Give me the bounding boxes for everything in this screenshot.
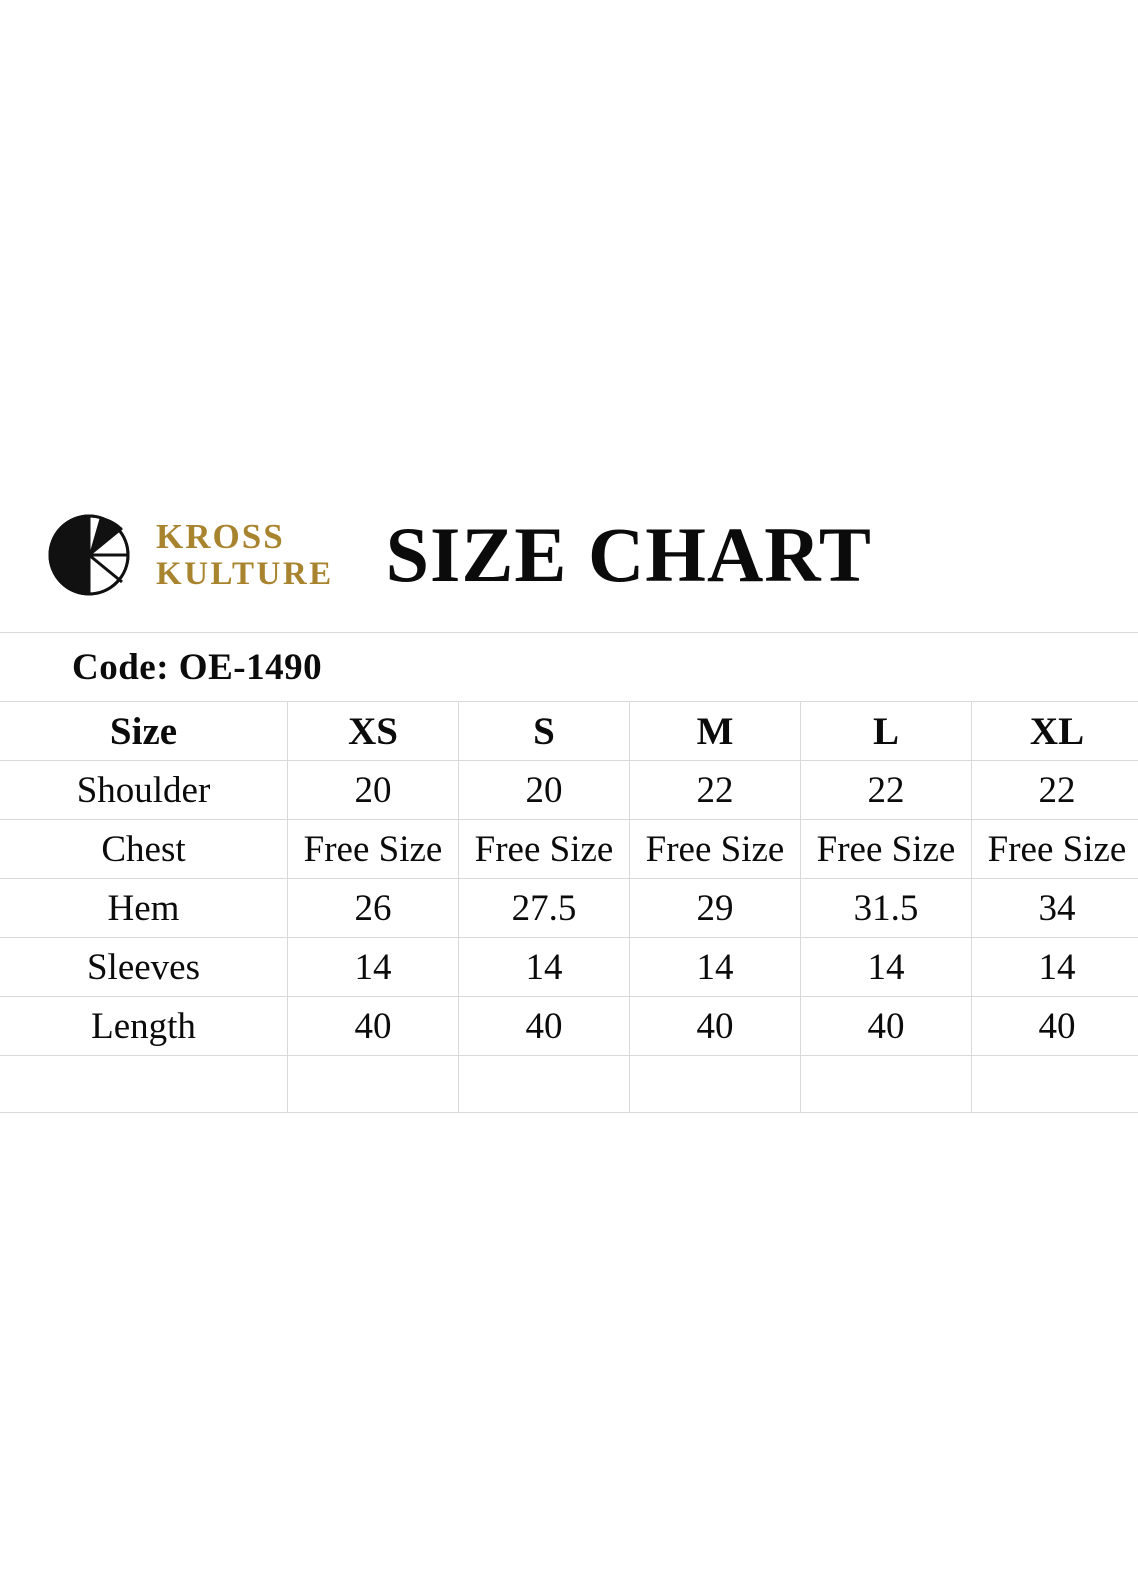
cell-sleeves-m: 14	[630, 938, 801, 997]
cell-length-xl: 40	[972, 997, 1138, 1056]
product-code-row	[0, 633, 1138, 701]
cell-hem-xl: 34	[972, 879, 1138, 938]
row-label-empty	[0, 1056, 288, 1113]
cell-length-xs: 40	[288, 997, 459, 1056]
document-header	[0, 480, 1138, 630]
cell-empty-xl	[972, 1056, 1138, 1113]
cell-chest-m: Free Size	[630, 820, 801, 879]
table-row	[0, 938, 1138, 997]
cell-chest-s: Free Size	[459, 820, 630, 879]
brand-logo	[38, 504, 334, 606]
product-code: Code: OE-1490	[72, 646, 323, 688]
cell-hem-s: 27.5	[459, 879, 630, 938]
row-label-shoulder: Shoulder	[0, 761, 288, 820]
cell-shoulder-s: 20	[459, 761, 630, 820]
kross-kulture-circle-logo-icon	[38, 504, 140, 606]
cell-empty-xs	[288, 1056, 459, 1113]
cell-empty-s	[459, 1056, 630, 1113]
brand-name-line-2: KULTURE	[156, 556, 334, 592]
row-label-sleeves: Sleeves	[0, 938, 288, 997]
cell-hem-l: 31.5	[801, 879, 972, 938]
cell-sleeves-xs: 14	[288, 938, 459, 997]
brand-wordmark	[156, 519, 334, 591]
table-row	[0, 1056, 1138, 1113]
table-row	[0, 879, 1138, 938]
cell-chest-xl: Free Size	[972, 820, 1138, 879]
cell-length-m: 40	[630, 997, 801, 1056]
brand-name-line-1: KROSS	[156, 517, 285, 556]
row-label-length: Length	[0, 997, 288, 1056]
cell-length-l: 40	[801, 997, 972, 1056]
column-header-l: L	[801, 702, 972, 761]
cell-chest-xs: Free Size	[288, 820, 459, 879]
cell-sleeves-xl: 14	[972, 938, 1138, 997]
cell-shoulder-m: 22	[630, 761, 801, 820]
cell-length-s: 40	[459, 997, 630, 1056]
cell-shoulder-xl: 22	[972, 761, 1138, 820]
size-chart-table	[0, 701, 1138, 1113]
column-header-size: Size	[0, 702, 288, 761]
cell-shoulder-xs: 20	[288, 761, 459, 820]
table-header-row	[0, 702, 1138, 761]
cell-chest-l: Free Size	[801, 820, 972, 879]
column-header-xl: XL	[972, 702, 1138, 761]
column-header-s: S	[459, 702, 630, 761]
cell-hem-m: 29	[630, 879, 801, 938]
page-title: SIZE CHART	[385, 511, 872, 598]
column-header-m: M	[630, 702, 801, 761]
cell-sleeves-s: 14	[459, 938, 630, 997]
table-row	[0, 997, 1138, 1056]
row-label-chest: Chest	[0, 820, 288, 879]
row-label-hem: Hem	[0, 879, 288, 938]
cell-shoulder-l: 22	[801, 761, 972, 820]
table-row	[0, 820, 1138, 879]
cell-empty-l	[801, 1056, 972, 1113]
cell-empty-m	[630, 1056, 801, 1113]
cell-hem-xs: 26	[288, 879, 459, 938]
cell-sleeves-l: 14	[801, 938, 972, 997]
table-row	[0, 761, 1138, 820]
column-header-xs: XS	[288, 702, 459, 761]
